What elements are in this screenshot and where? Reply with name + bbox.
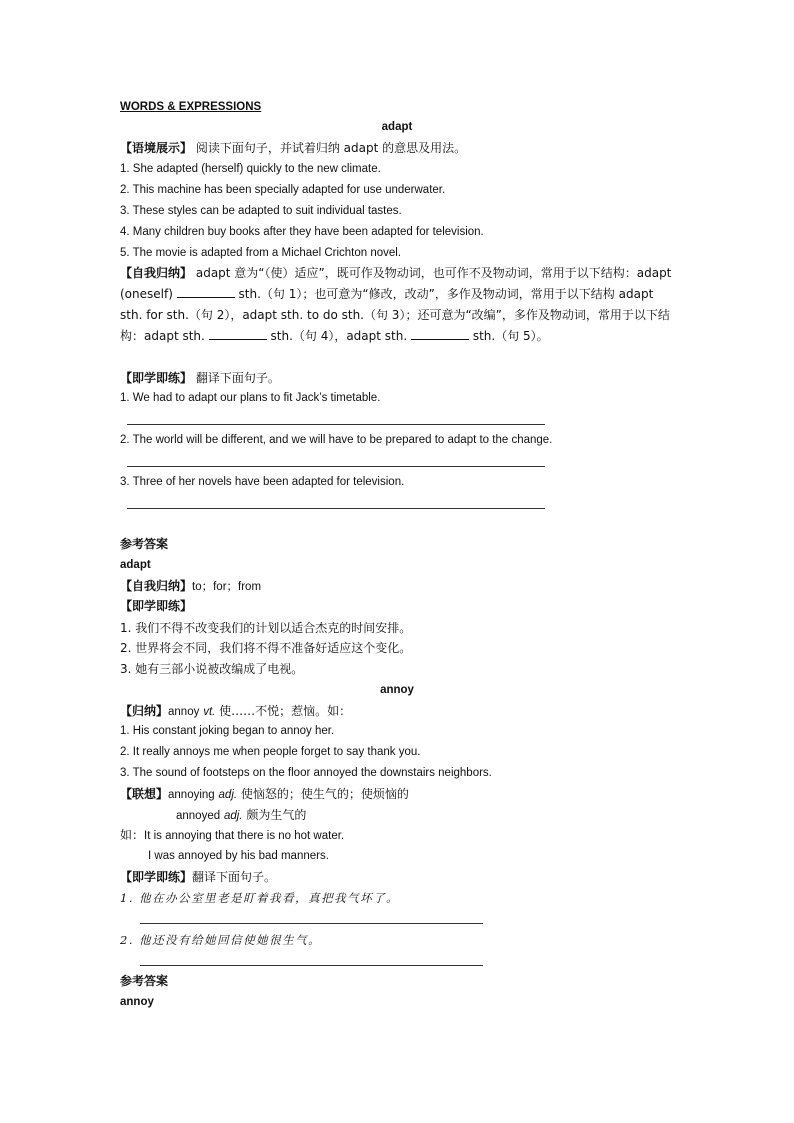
section-title: WORDS & EXPRESSIONS: [120, 101, 262, 113]
link-tag: 【联想】: [120, 787, 169, 801]
fill-blank-3[interactable]: [411, 329, 469, 340]
annoy-link-1: [120, 786, 409, 803]
annoy-eg-1: [120, 827, 344, 844]
link2-pos: adj.: [223, 810, 243, 822]
answers-summary-tag: 【自我归纳】: [120, 579, 193, 593]
answers-line-3: 3. 她有三部小说被改编成了电视。: [120, 662, 304, 676]
practice-intro: 翻译下面句子。: [195, 371, 280, 385]
annoy-summary-line: [120, 703, 351, 720]
answers-heading-1: 参考答案: [120, 537, 169, 551]
summary-text-3: sth.（句 4），adapt sth.: [270, 329, 408, 343]
answer-line-1[interactable]: [127, 424, 545, 425]
link2-word: annoyed: [176, 810, 221, 822]
link1-pos: adj.: [218, 789, 238, 801]
adapt-example-3: 3. These styles can be adapted to suit individual tastes.: [120, 205, 402, 217]
fill-blank-1[interactable]: [177, 287, 235, 298]
adapt-practice-1: 1. We had to adapt our plans to fit Jack’s timetable.: [120, 392, 381, 404]
word-heading-annoy: annoy: [380, 684, 414, 696]
adapt-practice-3: 3. Three of her novels have been adapted for television.: [120, 476, 405, 488]
annoy-eg-2: I was annoyed by his bad manners.: [148, 850, 329, 862]
annoy-practice-1: 1. 他在办公室里老是盯着我看，真把我气坏了。: [120, 891, 400, 905]
eg1-text: It is annoying that there is no hot water.: [144, 830, 345, 842]
answers-practice-tag: 【即学即练】: [120, 599, 193, 613]
annoy-practice-intro: 翻译下面句子。: [192, 870, 277, 884]
annoy-example-1: 1. His constant joking began to annoy her.: [120, 725, 335, 737]
adapt-example-1: 1. She adapted (herself) quickly to the new climate.: [120, 163, 381, 175]
annoy-pos: vt.: [203, 706, 216, 718]
summary-tag: 【自我归纳】: [120, 266, 193, 280]
adapt-practice-2: 2. The world will be different, and we will have to be prepared to adapt to the change.: [120, 434, 553, 446]
annoy-link-2: [176, 807, 306, 824]
adapt-summary-paragraph: [120, 263, 676, 347]
context-tag: 【语境展示】: [120, 141, 193, 155]
annoy-summary-def: 使……不悦；惹恼。如：: [219, 704, 352, 718]
summary-text-1: adapt 意为“（使）适应”，既可作及物动词，也可作不及物动词，常用于以下结构：adapt (oneself): [120, 266, 672, 301]
link2-def: 颇为生气的: [246, 808, 307, 822]
eg-tag: 如：: [120, 828, 145, 842]
answer-line-5[interactable]: [140, 965, 483, 966]
annoy-summary-word: annoy: [168, 706, 200, 718]
answer-line-2[interactable]: [127, 466, 545, 467]
adapt-example-4: 4. Many children buy books after they have been adapted for television.: [120, 226, 484, 238]
summary-text-4: sth.（句 5）。: [472, 329, 549, 343]
answer-line-4[interactable]: [140, 923, 483, 924]
answers-summary-text: to；for；from: [192, 581, 262, 593]
annoy-practice-tag: 【即学即练】: [120, 870, 193, 884]
answers-heading-2: 参考答案: [120, 974, 169, 988]
annoy-practice-line: [120, 869, 276, 885]
adapt-example-2: 2. This machine has been specially adapted for use underwater.: [120, 184, 446, 196]
answer-line-3[interactable]: [127, 508, 545, 509]
practice-tag: 【即学即练】: [120, 371, 193, 385]
annoy-summary-tag: 【归纳】: [120, 704, 169, 718]
summary-text-2: sth.（句 1）；也可意为“修改，改动”，多作及物动词，常用于以下结构 adapt sth. for sth.（句 2），adapt sth. to do sth.（句 3）；还可意为“改编”，多作及物动词，常用于以下结构：adapt sth.: [120, 287, 670, 343]
answers-line-2: 2. 世界将会不同，我们将不得不准备好适应这个变化。: [120, 641, 412, 655]
annoy-example-2: 2. It really annoys me when people forget to say thank you.: [120, 746, 421, 758]
answers-line-1: 1. 我们不得不改变我们的计划以适合杰克的时间安排。: [120, 621, 412, 635]
answers-word-annoy: annoy: [120, 996, 154, 1008]
context-line: [120, 140, 466, 156]
link1-word: annoying: [168, 789, 215, 801]
adapt-example-5: 5. The movie is adapted from a Michael Crichton novel.: [120, 247, 402, 259]
fill-blank-2[interactable]: [209, 329, 267, 340]
practice-line: [120, 370, 280, 386]
answers-summary-line: [120, 578, 261, 595]
link1-def: 使恼怒的；使生气的；使烦恼的: [240, 787, 409, 801]
context-intro: 阅读下面句子，并试着归纳 adapt 的意思及用法。: [195, 141, 467, 155]
word-heading-adapt: adapt: [381, 121, 413, 133]
answers-word-adapt: adapt: [120, 559, 151, 571]
annoy-practice-2: 2. 他还没有给她回信使她很生气。: [120, 933, 322, 947]
annoy-example-3: 3. The sound of footsteps on the floor annoyed the downstairs neighbors.: [120, 767, 492, 779]
